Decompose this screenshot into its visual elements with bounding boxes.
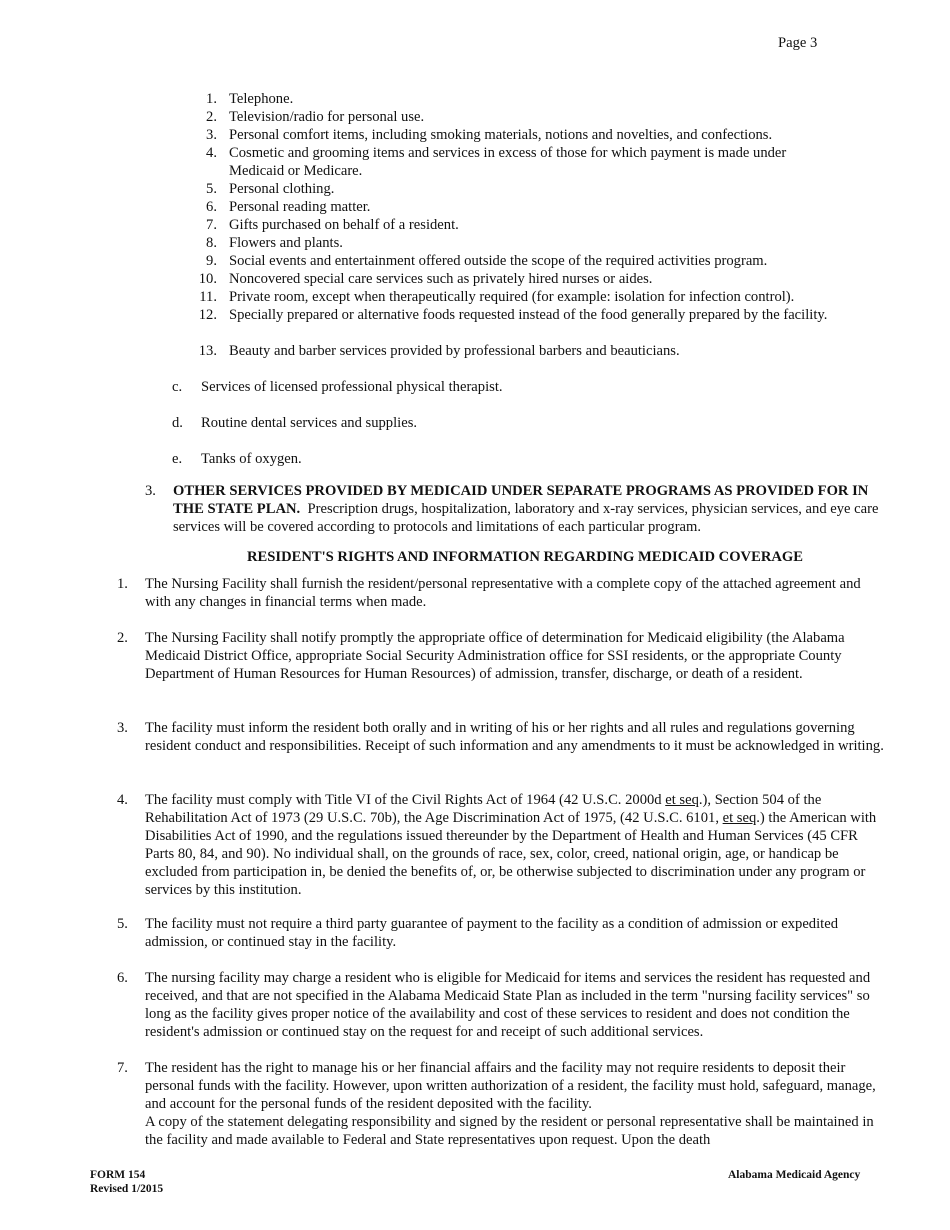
et-seq-citation: et seq (665, 792, 699, 808)
section-3-title: OTHER SERVICES PROVIDED BY MEDICAID UNDER SEPARATE PROGRAMS AS PROVIDED FOR IN THE STATE PLAN. (173, 483, 869, 517)
list-item (198, 306, 829, 324)
list-text: Specially prepared or alternative foods requested instead of the food generally prepared by the facility. (229, 307, 828, 323)
list-number: 8. (206, 235, 217, 251)
rights-text (145, 1059, 885, 1149)
list-item (206, 126, 773, 144)
list-text: Beauty and barber services provided by professional barbers and beauticians. (229, 343, 680, 359)
rights-text: The nursing facility may charge a resident who is eligible for Medicaid for items and services the resident has requested and received, and that are not specified in the Alabama Medicaid State Plan as included in the term "nursing facility services" so long as the facility gives proper notice of the availability and cost of these services to resident and does not condition the resident's admission or continued stay on the request for and receipt of such additional services. (145, 970, 871, 1040)
list-text: Personal clothing. (229, 181, 335, 197)
list-text: Flowers and plants. (229, 235, 343, 251)
list-text: Personal reading matter. (229, 199, 371, 215)
list-number: 12. (198, 307, 217, 323)
item-text: Routine dental services and supplies. (201, 415, 418, 431)
list-number: 1. (206, 91, 217, 107)
list-text: Television/radio for personal use. (229, 109, 425, 125)
rights-text-part: .) the American with Disabilities Act of 1990, and the regulations issued thereunder by the Department of Health and Human Services (45 CFR Parts 80, 84, and 90). No individual shall, on the grounds of race, sex, color, creed, national origin, age, or handicap be excluded from participation in, be denied the benefits of, or, be otherwise subjected to discrimination under any program or services by this institution. (145, 810, 877, 898)
list-item (206, 90, 294, 108)
page-number: Page 3 (778, 35, 818, 51)
list-item (206, 144, 829, 180)
list-item (206, 108, 425, 126)
list-item (206, 216, 459, 234)
rights-text: The Nursing Facility shall furnish the resident/personal representative with a complete copy of the attached agreement and with any changes in financial terms when made. (145, 576, 861, 610)
rights-text: The Nursing Facility shall notify promptly the appropriate office of determination for Medicaid eligibility (the Alabama Medicaid District Office, appropriate Social Security Administration office for SSI residents, or the appropriate County Department of Human Resources for Human Resources) of admission, transfer, discharge, or death of a resident. (145, 630, 845, 682)
agency-name: Alabama Medicaid Agency (728, 1169, 861, 1181)
list-number: 5. (206, 181, 217, 197)
list-number: 7. (206, 217, 217, 233)
rights-number: 1. (117, 576, 128, 592)
list-item (199, 288, 795, 306)
list-number: 10. (198, 271, 217, 287)
item-letter: e. (172, 451, 183, 467)
section-3-body (173, 482, 885, 536)
form-number: FORM 154 (90, 1169, 146, 1181)
list-item (206, 198, 371, 216)
rights-text: The facility must inform the resident both orally and in writing of his or her rights and all rules and regulations governing resident conduct and responsibilities. Receipt of such information and any amendments to it must be acknowledged in writing. (145, 720, 884, 754)
list-text: Noncovered special care services such as privately hired nurses or aides. (229, 271, 653, 287)
list-number: 6. (206, 199, 217, 215)
et-seq-citation: et seq (722, 810, 757, 826)
rights-number: 7. (117, 1060, 128, 1076)
list-number: 2. (206, 109, 217, 125)
rights-number: 5. (117, 916, 128, 932)
list-number: 13. (198, 343, 217, 359)
list-text: Personal comfort items, including smoking materials, notions and novelties, and confections. (229, 127, 773, 143)
list-text: Private room, except when therapeutically required (for example: isolation for infection control). (229, 289, 795, 305)
list-item (206, 234, 343, 252)
list-number: 4. (206, 145, 217, 161)
section-3-text: Prescription drugs, hospitalization, laboratory and x-ray services, physician services, and eye care services will be covered according to protocols and limitations of each particular program. (173, 501, 879, 535)
list-number: 9. (206, 253, 217, 269)
revision-date: Revised 1/2015 (90, 1183, 164, 1195)
rights-number: 4. (117, 792, 128, 808)
rights-text: The facility must not require a third party guarantee of payment to the facility as a condition of admission or expedited admission, or continued stay in the facility. (145, 916, 838, 950)
rights-text-part: .), Section 504 of the Rehabilitation Act of 1973 (29 U.S.C. 70b), the Age Discrimination Act of 1975, (42 U.S.C. 6101, (145, 792, 822, 826)
list-text: Cosmetic and grooming items and services in excess of those for which payment is made under Medicaid or Medicare. (229, 145, 787, 179)
rights-number: 3. (117, 720, 128, 736)
rights-text-part: The resident has the right to manage his or her financial affairs and the facility may not require residents to deposit their personal funds with the facility. However, upon written authorization of a resident, the facility must hold, safeguard, manage, and account for the personal funds of the resident deposited with the facility. (145, 1060, 876, 1112)
list-item (198, 342, 680, 360)
list-text: Social events and entertainment offered outside the scope of the required activities program. (229, 253, 768, 269)
section-number: 3. (145, 483, 156, 499)
item-letter: c. (172, 379, 183, 395)
list-text: Gifts purchased on behalf of a resident. (229, 217, 459, 233)
list-item (198, 270, 653, 288)
form-info (90, 1168, 163, 1196)
list-number: 11. (199, 289, 217, 305)
list-item (206, 180, 335, 198)
item-text: Services of licensed professional physical therapist. (201, 379, 503, 395)
list-text: Telephone. (229, 91, 294, 107)
list-item (206, 252, 768, 270)
item-text: Tanks of oxygen. (201, 451, 302, 467)
item-letter: d. (172, 415, 183, 431)
list-number: 3. (206, 127, 217, 143)
rights-heading: RESIDENT'S RIGHTS AND INFORMATION REGARDING MEDICAID COVERAGE (247, 549, 803, 565)
rights-text-part: The facility must comply with Title VI of the Civil Rights Act of 1964 (42 U.S.C. 2000d (145, 792, 666, 808)
rights-text (145, 791, 885, 899)
rights-text-part: A copy of the statement delegating responsibility and signed by the resident or personal representative shall be maintained in the facility and made available to Federal and State representatives upon request. Upon the death (145, 1114, 874, 1148)
rights-number: 2. (117, 630, 128, 646)
rights-number: 6. (117, 970, 128, 986)
